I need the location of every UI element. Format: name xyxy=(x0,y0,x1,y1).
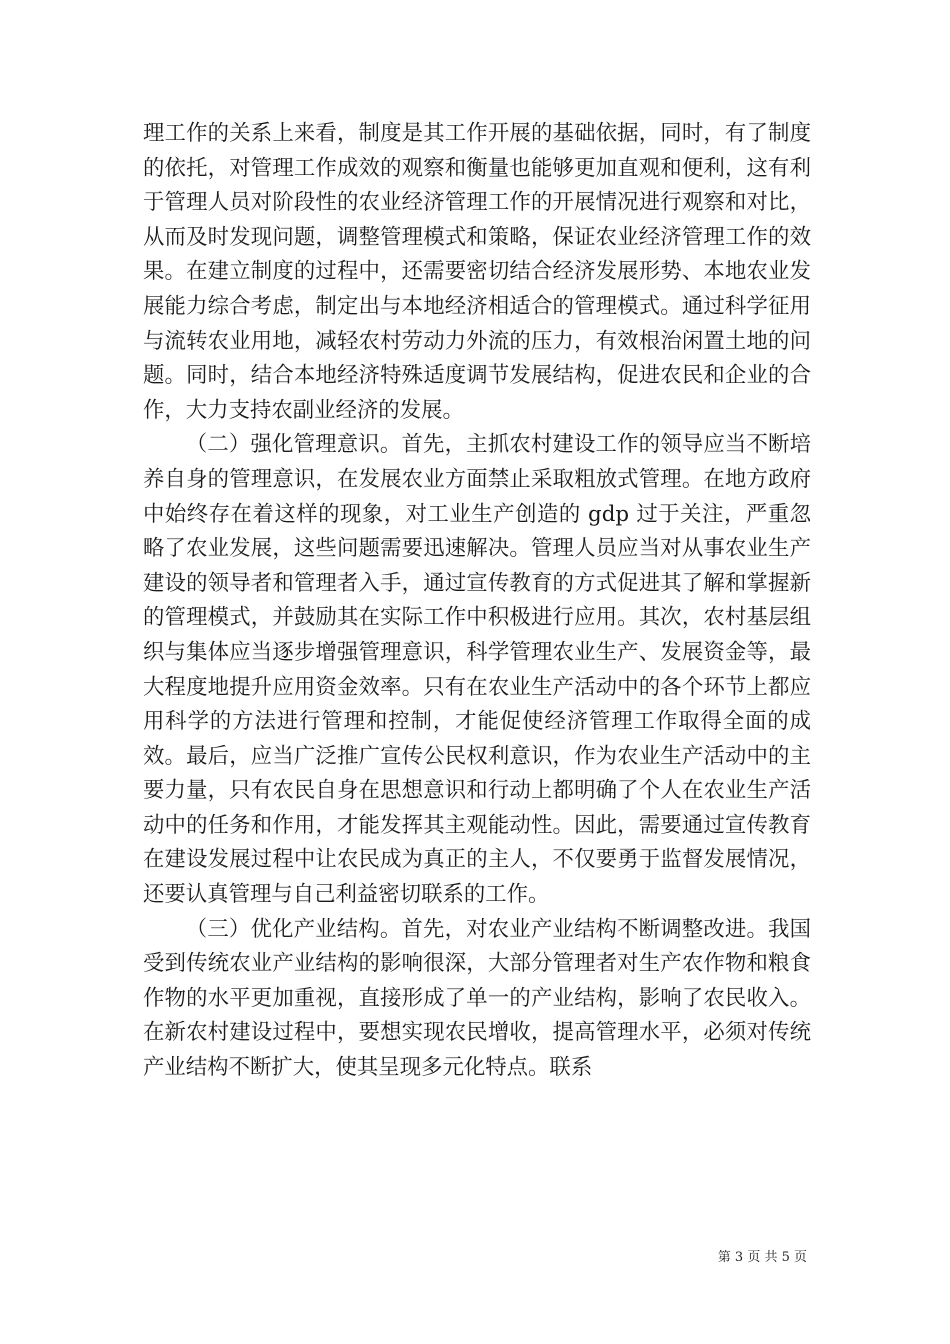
document-body xyxy=(143,117,811,1086)
page-number-footer: 第 3 页 共 5 页 xyxy=(717,1250,807,1265)
paragraph-strengthen-management: （二）强化管理意识。首先，主抓农村建设工作的领导应当不断培养自身的管理意识，在发展农业方面禁止采取粗放式管理。在地方政府中始终存在着这样的现象，对工业生产创造的 gdp 过于关注，严重忽略了农业发展，这些问题需要迅速解决。管理人员应当对从事农业生产建设的领导者和管理者入手，通过宣传教育的方式促进其了解和掌握新的管理模式，并鼓励其在实际工作中积极进行应用。其次，农村基层组织与集体应当逐步增强管理意识，科学管理农业生产、发展资金等，最大程度地提升应用资金效率。只有在农业生产活动中的各个环节上都应用科学的方法进行管理和控制，才能促使经济管理工作取得全面的成效。最后，应当广泛推广宣传公民权利意识，作为农业生产活动中的主要力量，只有农民自身在思想意识和行动上都明确了个人在农业生产活动中的任务和作用，才能发挥其主观能动性。因此，需要通过宣传教育在建设发展过程中让农民成为真正的主人，不仅要勇于监督发展情况，还要认真管理与自己利益密切联系的工作。 xyxy=(143,432,811,908)
paragraph-optimize-industry: （三）优化产业结构。首先，对农业产业结构不断调整改进。我国受到传统农业产业结构的影响很深，大部分管理者对生产农作物和粮食作物的水平更加重视，直接形成了单一的产业结构，影响了农民收入。在新农村建设过程中，要想实现农民增收，提高管理水平，必须对传统产业结构不断扩大，使其呈现多元化特点。联系 xyxy=(143,916,811,1081)
paragraph-continuation: 理工作的关系上来看，制度是其工作开展的基础依据，同时，有了制度的依托，对管理工作成效的观察和衡量也能够更加直观和便利，这有利于管理人员对阶段性的农业经济管理工作的开展情况进行观察和对比，从而及时发现问题，调整管理模式和策略，保证农业经济管理工作的效果。在建立制度的过程中，还需要密切结合经济发展形势、本地农业发展能力综合考虑，制定出与本地经济相适合的管理模式。通过科学征用与流转农业用地，减轻农村劳动力外流的压力，有效根治闲置土地的问题。同时，结合本地经济特殊适度调节发展结构，促进农民和企业的合作，大力支持农副业经济的发展。 xyxy=(143,121,811,423)
